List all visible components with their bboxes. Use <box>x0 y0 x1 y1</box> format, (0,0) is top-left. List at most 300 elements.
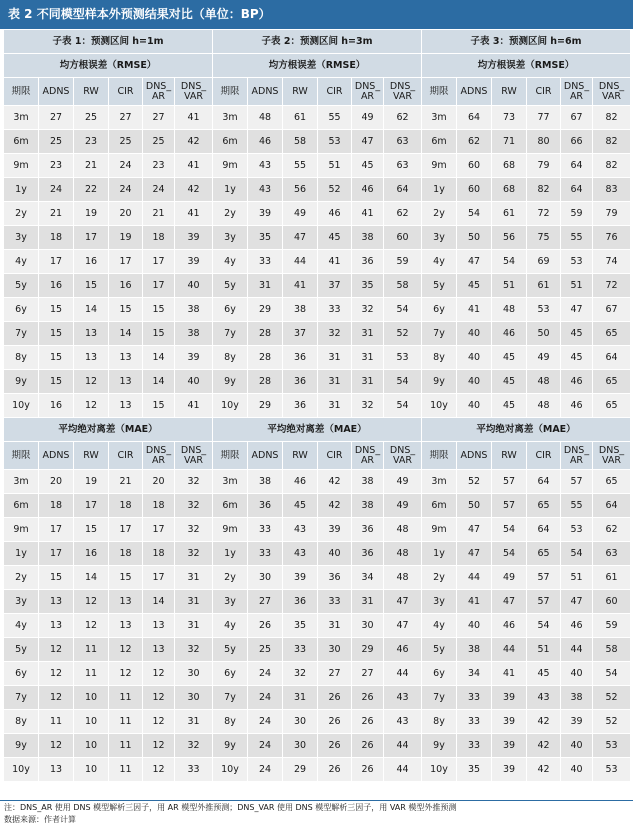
value-cell: 15 <box>39 566 74 590</box>
period-cell: 3m <box>422 470 457 494</box>
value-cell: 36 <box>283 370 318 394</box>
value-cell: 17 <box>39 542 74 566</box>
period-cell: 9y <box>4 370 39 394</box>
value-cell: 52 <box>318 178 352 202</box>
value-cell: 31 <box>175 710 213 734</box>
value-cell: 12 <box>39 638 74 662</box>
period-cell: 6m <box>4 494 39 518</box>
value-cell: 31 <box>352 590 384 614</box>
subtable-title: 子表 3：预测区间 h=6m <box>422 30 631 54</box>
value-cell: 40 <box>175 370 213 394</box>
value-cell: 47 <box>384 614 422 638</box>
period-cell: 6m <box>213 130 248 154</box>
table-row <box>4 590 213 614</box>
value-cell: 49 <box>492 566 527 590</box>
table-row <box>4 542 213 566</box>
value-cell: 25 <box>109 130 143 154</box>
value-cell: 23 <box>39 154 74 178</box>
value-cell: 55 <box>318 106 352 130</box>
value-cell: 13 <box>74 322 109 346</box>
value-cell: 42 <box>318 470 352 494</box>
value-cell: 68 <box>492 178 527 202</box>
value-cell: 47 <box>283 226 318 250</box>
value-cell: 71 <box>492 130 527 154</box>
value-cell: 55 <box>561 494 593 518</box>
value-cell: 17 <box>143 518 175 542</box>
period-cell: 6m <box>422 494 457 518</box>
value-cell: 11 <box>109 734 143 758</box>
value-cell: 54 <box>527 614 561 638</box>
table-row <box>213 614 422 638</box>
table-row <box>213 518 422 542</box>
value-cell: 15 <box>109 566 143 590</box>
column-header: ADNS <box>248 442 283 470</box>
value-cell: 77 <box>527 106 561 130</box>
period-cell: 7y <box>213 322 248 346</box>
value-cell: 49 <box>384 470 422 494</box>
table-row <box>213 298 422 322</box>
value-cell: 26 <box>318 758 352 782</box>
value-cell: 20 <box>39 470 74 494</box>
value-cell: 36 <box>352 250 384 274</box>
value-cell: 39 <box>492 734 527 758</box>
period-cell: 6y <box>422 298 457 322</box>
value-cell: 64 <box>561 178 593 202</box>
period-cell: 6y <box>4 298 39 322</box>
value-cell: 82 <box>593 130 631 154</box>
period-cell: 9y <box>422 734 457 758</box>
value-cell: 35 <box>248 226 283 250</box>
value-cell: 53 <box>318 130 352 154</box>
period-cell: 6m <box>4 130 39 154</box>
value-cell: 68 <box>492 154 527 178</box>
period-cell: 1y <box>213 542 248 566</box>
subtable-title: 子表 1：预测区间 h=1m <box>4 30 213 54</box>
table-row <box>213 590 422 614</box>
table-row <box>213 394 422 418</box>
value-cell: 11 <box>39 710 74 734</box>
value-cell: 66 <box>561 130 593 154</box>
value-cell: 47 <box>457 250 492 274</box>
value-cell: 37 <box>318 274 352 298</box>
value-cell: 53 <box>593 734 631 758</box>
period-cell: 5y <box>422 638 457 662</box>
value-cell: 21 <box>143 202 175 226</box>
value-cell: 27 <box>143 106 175 130</box>
value-cell: 11 <box>74 638 109 662</box>
value-cell: 19 <box>74 202 109 226</box>
value-cell: 30 <box>283 710 318 734</box>
value-cell: 40 <box>457 614 492 638</box>
value-cell: 15 <box>39 322 74 346</box>
value-cell: 40 <box>457 370 492 394</box>
value-cell: 36 <box>352 518 384 542</box>
table-row <box>213 662 422 686</box>
value-cell: 63 <box>384 154 422 178</box>
table-row <box>422 758 631 782</box>
value-cell: 26 <box>318 686 352 710</box>
value-cell: 26 <box>352 710 384 734</box>
table-row <box>422 202 631 226</box>
value-cell: 38 <box>457 638 492 662</box>
value-cell: 20 <box>109 202 143 226</box>
value-cell: 35 <box>283 614 318 638</box>
value-cell: 32 <box>352 298 384 322</box>
value-cell: 32 <box>175 542 213 566</box>
value-cell: 40 <box>457 322 492 346</box>
value-cell: 63 <box>593 542 631 566</box>
value-cell: 25 <box>143 130 175 154</box>
value-cell: 65 <box>593 394 631 418</box>
table-row <box>4 710 213 734</box>
value-cell: 17 <box>143 274 175 298</box>
value-cell: 46 <box>283 470 318 494</box>
value-cell: 69 <box>527 250 561 274</box>
period-cell: 2y <box>4 566 39 590</box>
period-cell: 7y <box>422 686 457 710</box>
value-cell: 21 <box>74 154 109 178</box>
value-cell: 27 <box>318 662 352 686</box>
value-cell: 44 <box>384 758 422 782</box>
period-cell: 5y <box>422 274 457 298</box>
value-cell: 58 <box>283 130 318 154</box>
column-header: DNS_ VAR <box>175 442 213 470</box>
value-cell: 15 <box>143 322 175 346</box>
table-row <box>4 614 213 638</box>
column-header: DNS_ VAR <box>593 442 631 470</box>
table-row <box>213 154 422 178</box>
table-row <box>213 106 422 130</box>
value-cell: 16 <box>74 250 109 274</box>
value-cell: 31 <box>175 566 213 590</box>
period-cell: 4y <box>422 250 457 274</box>
period-cell: 8y <box>4 710 39 734</box>
value-cell: 51 <box>561 566 593 590</box>
column-header: CIR <box>109 78 143 106</box>
value-cell: 45 <box>352 154 384 178</box>
value-cell: 82 <box>593 106 631 130</box>
column-header: 期限 <box>213 78 248 106</box>
column-header: RW <box>492 78 527 106</box>
value-cell: 12 <box>39 686 74 710</box>
table-row <box>422 734 631 758</box>
value-cell: 26 <box>318 734 352 758</box>
value-cell: 64 <box>457 106 492 130</box>
value-cell: 28 <box>248 370 283 394</box>
value-cell: 30 <box>283 734 318 758</box>
column-header: 期限 <box>422 442 457 470</box>
value-cell: 39 <box>175 346 213 370</box>
value-cell: 11 <box>74 662 109 686</box>
metric-title: 均方根误差（RMSE） <box>4 54 213 78</box>
value-cell: 12 <box>39 662 74 686</box>
value-cell: 15 <box>143 394 175 418</box>
metric-title: 均方根误差（RMSE） <box>213 54 422 78</box>
period-cell: 10y <box>213 394 248 418</box>
value-cell: 33 <box>248 518 283 542</box>
value-cell: 35 <box>352 274 384 298</box>
table-row <box>422 566 631 590</box>
value-cell: 17 <box>143 250 175 274</box>
period-cell: 3y <box>422 590 457 614</box>
value-cell: 40 <box>561 758 593 782</box>
value-cell: 36 <box>283 590 318 614</box>
value-cell: 13 <box>39 614 74 638</box>
value-cell: 12 <box>74 370 109 394</box>
value-cell: 62 <box>457 130 492 154</box>
value-cell: 50 <box>457 494 492 518</box>
value-cell: 18 <box>39 494 74 518</box>
period-cell: 1y <box>4 178 39 202</box>
table-row <box>422 178 631 202</box>
value-cell: 41 <box>283 274 318 298</box>
value-cell: 51 <box>561 274 593 298</box>
table-row <box>213 686 422 710</box>
value-cell: 26 <box>352 758 384 782</box>
value-cell: 25 <box>74 106 109 130</box>
value-cell: 26 <box>352 686 384 710</box>
table-row <box>422 614 631 638</box>
period-cell: 6y <box>213 662 248 686</box>
value-cell: 45 <box>492 394 527 418</box>
value-cell: 52 <box>384 322 422 346</box>
value-cell: 43 <box>283 518 318 542</box>
value-cell: 64 <box>527 518 561 542</box>
table-row <box>4 226 213 250</box>
column-header: DNS_ VAR <box>593 78 631 106</box>
value-cell: 15 <box>39 346 74 370</box>
table-row <box>4 494 213 518</box>
table-row <box>422 638 631 662</box>
value-cell: 51 <box>318 154 352 178</box>
value-cell: 39 <box>492 710 527 734</box>
value-cell: 47 <box>492 590 527 614</box>
value-cell: 13 <box>109 346 143 370</box>
table-row <box>422 662 631 686</box>
value-cell: 31 <box>175 614 213 638</box>
table-row <box>213 250 422 274</box>
value-cell: 41 <box>318 250 352 274</box>
value-cell: 80 <box>527 130 561 154</box>
column-header: 期限 <box>4 442 39 470</box>
value-cell: 27 <box>39 106 74 130</box>
value-cell: 33 <box>318 298 352 322</box>
value-cell: 49 <box>384 494 422 518</box>
period-cell: 3y <box>4 590 39 614</box>
value-cell: 48 <box>248 106 283 130</box>
value-cell: 51 <box>527 638 561 662</box>
value-cell: 31 <box>283 686 318 710</box>
column-header: DNS_ VAR <box>384 78 422 106</box>
period-cell: 3y <box>4 226 39 250</box>
value-cell: 54 <box>492 518 527 542</box>
value-cell: 12 <box>143 710 175 734</box>
value-cell: 32 <box>318 322 352 346</box>
table-row <box>4 178 213 202</box>
value-cell: 45 <box>561 322 593 346</box>
subtable-title: 子表 2：预测区间 h=3m <box>213 30 422 54</box>
value-cell: 30 <box>248 566 283 590</box>
period-cell: 2y <box>422 566 457 590</box>
value-cell: 39 <box>492 758 527 782</box>
value-cell: 44 <box>457 566 492 590</box>
table-row <box>4 686 213 710</box>
value-cell: 33 <box>457 686 492 710</box>
column-header: ADNS <box>248 78 283 106</box>
value-cell: 39 <box>175 250 213 274</box>
value-cell: 57 <box>527 566 561 590</box>
value-cell: 15 <box>109 298 143 322</box>
period-cell: 1y <box>4 542 39 566</box>
period-cell: 7y <box>422 322 457 346</box>
value-cell: 62 <box>384 106 422 130</box>
value-cell: 47 <box>457 518 492 542</box>
table-row <box>213 566 422 590</box>
value-cell: 39 <box>283 566 318 590</box>
value-cell: 18 <box>109 494 143 518</box>
value-cell: 40 <box>318 542 352 566</box>
column-header: CIR <box>318 78 352 106</box>
value-cell: 32 <box>352 394 384 418</box>
value-cell: 27 <box>248 590 283 614</box>
period-cell: 6y <box>4 662 39 686</box>
value-cell: 21 <box>109 470 143 494</box>
value-cell: 53 <box>527 298 561 322</box>
value-cell: 49 <box>283 202 318 226</box>
column-header: DNS_ AR <box>352 442 384 470</box>
value-cell: 48 <box>527 370 561 394</box>
value-cell: 33 <box>318 590 352 614</box>
table-row <box>213 758 422 782</box>
table-row <box>4 250 213 274</box>
value-cell: 41 <box>492 662 527 686</box>
period-cell: 2y <box>213 566 248 590</box>
value-cell: 44 <box>561 638 593 662</box>
value-cell: 33 <box>175 758 213 782</box>
table-row <box>213 542 422 566</box>
value-cell: 13 <box>74 346 109 370</box>
value-cell: 42 <box>175 178 213 202</box>
column-header: CIR <box>318 442 352 470</box>
metric-title: 平均绝对离差（MAE） <box>4 418 213 442</box>
table-row <box>4 518 213 542</box>
value-cell: 43 <box>384 686 422 710</box>
value-cell: 59 <box>593 614 631 638</box>
value-cell: 61 <box>283 106 318 130</box>
value-cell: 79 <box>527 154 561 178</box>
value-cell: 54 <box>384 298 422 322</box>
value-cell: 17 <box>74 226 109 250</box>
value-cell: 65 <box>527 542 561 566</box>
footnote: 注：DNS_AR 使用 DNS 模型解析三因子，用 AR 模型外推预测；DNS_VAR 使用 DNS 模型解析三因子，用 VAR 模型外推预测 <box>4 803 457 812</box>
value-cell: 39 <box>318 518 352 542</box>
value-cell: 45 <box>318 226 352 250</box>
table-row <box>422 542 631 566</box>
value-cell: 37 <box>283 322 318 346</box>
value-cell: 36 <box>352 542 384 566</box>
value-cell: 18 <box>109 542 143 566</box>
column-header: RW <box>283 78 318 106</box>
value-cell: 38 <box>352 226 384 250</box>
value-cell: 32 <box>283 662 318 686</box>
period-cell: 3m <box>213 106 248 130</box>
value-cell: 64 <box>527 470 561 494</box>
value-cell: 32 <box>175 734 213 758</box>
table-row <box>422 298 631 322</box>
value-cell: 53 <box>561 518 593 542</box>
value-cell: 14 <box>74 566 109 590</box>
value-cell: 31 <box>175 590 213 614</box>
value-cell: 57 <box>527 590 561 614</box>
value-cell: 79 <box>593 202 631 226</box>
value-cell: 65 <box>593 322 631 346</box>
value-cell: 40 <box>457 346 492 370</box>
value-cell: 54 <box>561 542 593 566</box>
table-row <box>422 154 631 178</box>
value-cell: 45 <box>283 494 318 518</box>
value-cell: 36 <box>318 566 352 590</box>
value-cell: 13 <box>109 590 143 614</box>
period-cell: 3m <box>213 470 248 494</box>
value-cell: 17 <box>39 250 74 274</box>
value-cell: 40 <box>457 394 492 418</box>
value-cell: 60 <box>384 226 422 250</box>
value-cell: 60 <box>457 154 492 178</box>
value-cell: 45 <box>561 346 593 370</box>
period-cell: 6y <box>422 662 457 686</box>
table-row <box>4 298 213 322</box>
table-row <box>422 322 631 346</box>
value-cell: 17 <box>143 566 175 590</box>
table-row <box>422 370 631 394</box>
table-row <box>422 590 631 614</box>
value-cell: 61 <box>593 566 631 590</box>
table-row <box>213 734 422 758</box>
value-cell: 14 <box>143 590 175 614</box>
value-cell: 43 <box>283 542 318 566</box>
value-cell: 38 <box>561 686 593 710</box>
column-header: CIR <box>109 442 143 470</box>
table-row <box>422 710 631 734</box>
value-cell: 12 <box>143 662 175 686</box>
value-cell: 36 <box>248 494 283 518</box>
column-header: 期限 <box>422 78 457 106</box>
value-cell: 29 <box>283 758 318 782</box>
value-cell: 64 <box>593 494 631 518</box>
table-row <box>4 662 213 686</box>
value-cell: 14 <box>109 322 143 346</box>
value-cell: 47 <box>561 298 593 322</box>
value-cell: 41 <box>175 202 213 226</box>
period-cell: 9m <box>4 518 39 542</box>
period-cell: 9y <box>4 734 39 758</box>
value-cell: 30 <box>175 686 213 710</box>
period-cell: 9y <box>213 370 248 394</box>
period-cell: 2y <box>213 202 248 226</box>
value-cell: 18 <box>143 494 175 518</box>
value-cell: 27 <box>352 662 384 686</box>
value-cell: 29 <box>352 638 384 662</box>
value-cell: 11 <box>109 758 143 782</box>
column-header: RW <box>74 442 109 470</box>
table-row <box>4 638 213 662</box>
column-header: DNS_ AR <box>352 78 384 106</box>
value-cell: 48 <box>384 518 422 542</box>
value-cell: 29 <box>248 298 283 322</box>
value-cell: 47 <box>561 590 593 614</box>
value-cell: 64 <box>593 346 631 370</box>
period-cell: 8y <box>422 710 457 734</box>
